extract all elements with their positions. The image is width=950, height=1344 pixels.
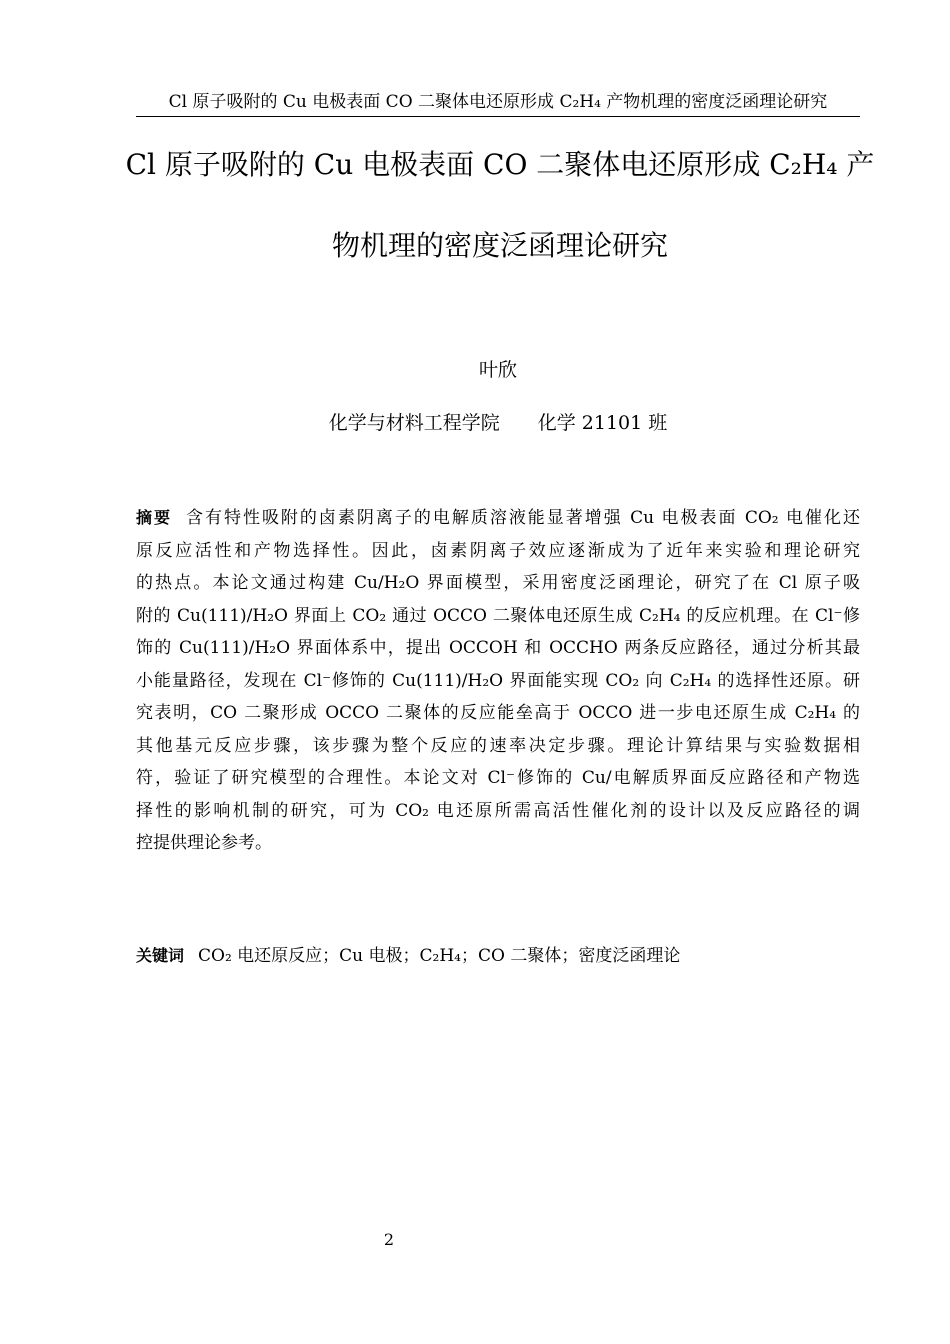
abstract-line: 饰的 Cu(111)/H₂O 界面体系中，提出 OCCOH 和 OCCHO 两条反应路径，通过分析其最 bbox=[136, 638, 860, 658]
abstract-line: 的热点。本论文通过构建 Cu/H₂O 界面模型，采用密度泛函理论，研究了在 Cl 原子吸 bbox=[136, 573, 860, 593]
header-rule bbox=[136, 116, 860, 117]
keywords-label: 关键词 bbox=[136, 946, 185, 965]
author-name: 叶欣 bbox=[478, 359, 517, 381]
abstract-line bbox=[136, 502, 860, 535]
title-line-1: Cl 原子吸附的 Cu 电极表面 CO 二聚体电还原形成 C₂H₄ 产 bbox=[125, 148, 875, 181]
abstract-line: 究表明，CO 二聚形成 OCCO 二聚体的反应能垒高于 OCCO 进一步电还原生成 C₂H₄ 的 bbox=[136, 703, 860, 723]
abstract-line: 择性的影响机制的研究，可为 CO₂ 电还原所需高活性催化剂的设计以及反应路径的调 bbox=[136, 800, 860, 821]
keywords bbox=[136, 941, 860, 971]
running-header: Cl 原子吸附的 Cu 电极表面 CO 二聚体电还原形成 C₂H₄ 产物机理的密度泛函理论研究 bbox=[168, 92, 828, 112]
author-affiliation: 化学与材料工程学院 化学 21101 班 bbox=[328, 412, 668, 434]
title-line-2: 物机理的密度泛函理论研究 bbox=[331, 229, 668, 262]
abstract-line: 原反应活性和产物选择性。因此，卤素阴离子效应逐渐成为了近年来实验和理论研究 bbox=[136, 540, 860, 561]
abstract-label: 摘要 bbox=[136, 508, 172, 527]
abstract-text: 含有特性吸附的卤素阴离子的电解质溶液能显著增强 Cu 电极表面 CO₂ 电催化还 bbox=[185, 508, 860, 528]
abstract-line: 小能量路径，发现在 Cl⁻修饰的 Cu(111)/H₂O 界面能实现 CO₂ 向 C₂H₄ 的选择性还原。研 bbox=[136, 670, 860, 691]
abstract-line: 其他基元反应步骤，该步骤为整个反应的速率决定步骤。理论计算结果与实验数据相 bbox=[136, 735, 860, 756]
page-number: 2 bbox=[383, 1230, 395, 1249]
abstract-line: 附的 Cu(111)/H₂O 界面上 CO₂ 通过 OCCO 二聚体电还原生成 C₂H₄ 的反应机理。在 Cl⁻修 bbox=[136, 605, 860, 626]
abstract-line: 符，验证了研究模型的合理性。本论文对 Cl⁻修饰的 Cu/电解质界面反应路径和产物选 bbox=[136, 768, 860, 788]
abstract bbox=[136, 502, 860, 860]
keywords-text: CO₂ 电还原反应；Cu 电极；C₂H₄；CO 二聚体；密度泛函理论 bbox=[198, 946, 681, 966]
abstract-line: 控提供理论参考。 bbox=[136, 833, 272, 853]
